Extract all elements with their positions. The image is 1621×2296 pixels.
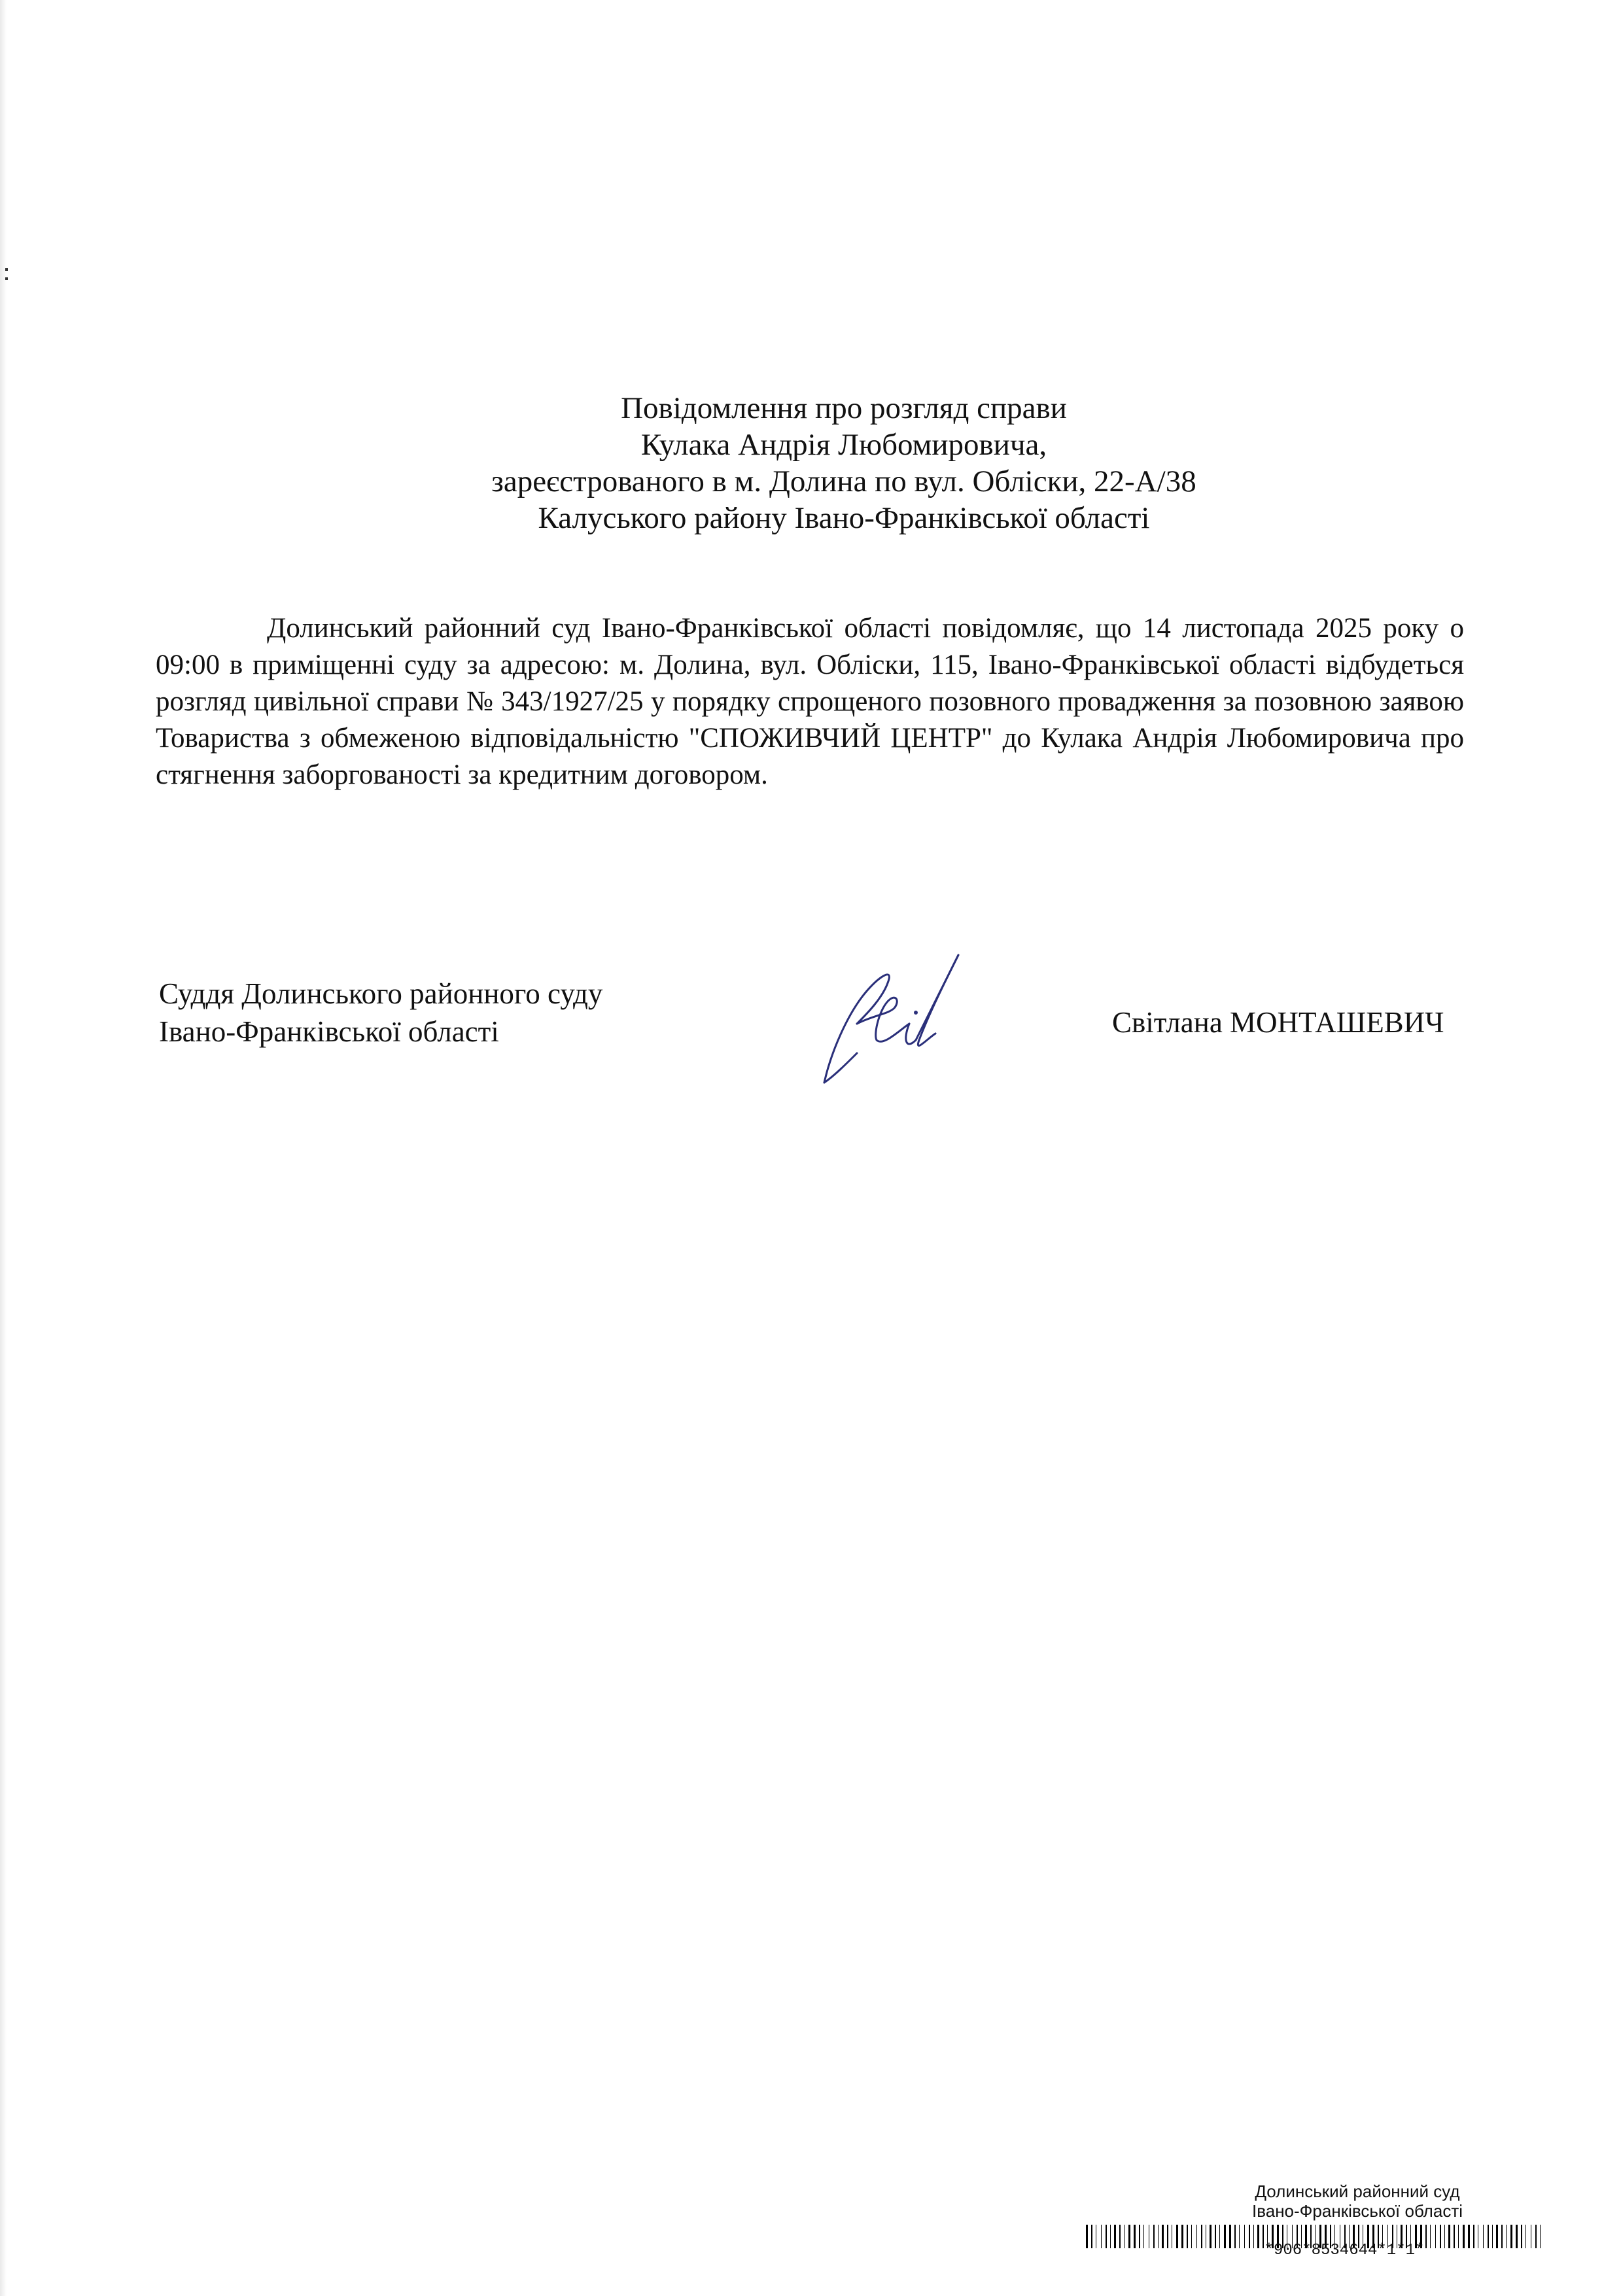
barcode-bar [1167, 2225, 1168, 2248]
barcode-bar [1506, 2225, 1507, 2248]
stamp-court-name: Долинський районний суд [1255, 2182, 1460, 2201]
barcode-bar [1086, 2225, 1088, 2248]
barcode-bar [1101, 2225, 1102, 2248]
barcode-bar [1496, 2225, 1498, 2248]
barcode-bar [1444, 2225, 1445, 2248]
barcode-number: *906*8534644*1*1* [1264, 2242, 1425, 2259]
barcode-bar [1448, 2225, 1450, 2248]
barcode-bar [1187, 2225, 1188, 2248]
barcode-bar [1181, 2225, 1183, 2248]
barcode-bar [1091, 2225, 1092, 2248]
barcode-bar [1143, 2225, 1144, 2248]
barcode-bar [1492, 2225, 1493, 2248]
judge-title-line-1: Суддя Долинського районного суду [159, 977, 603, 1010]
barcode-bar [1196, 2225, 1197, 2248]
judge-title-line-2: Івано-Франківської області [159, 1015, 499, 1048]
barcode-bar [1110, 2225, 1111, 2248]
barcode-bar [1134, 2225, 1136, 2248]
barcode-bar [1510, 2225, 1512, 2248]
barcode-bar [1219, 2225, 1220, 2248]
barcode-bar [1224, 2225, 1226, 2248]
barcode-bar [1229, 2225, 1231, 2248]
barcode-bar [1525, 2225, 1526, 2248]
barcode-bar [1535, 2225, 1537, 2248]
handwritten-signature [811, 942, 981, 1092]
barcode-bar [1468, 2225, 1470, 2248]
scan-artifact [5, 268, 9, 284]
barcode-bar [1128, 2225, 1130, 2248]
barcode-bar [1215, 2225, 1216, 2248]
notice-body-paragraph: Долинський районний суд Івано-Франківської області повідомляє, що 14 листопада 2025 року о 09:00 в приміщенні суду за адресою: м. Долина, вул. Обліски, 115, Івано-Франківської області відбудеться розгляд цивільної справи № 343/1927/25 у порядку спрощеного позовного провадження за позовною заявою Товариства з обмеженою відповідальністю "СПОЖИВЧИЙ ЦЕНТР" до Кулака Андрія Любомировича про стягнення заборгованості за кредитним договором. [156, 613, 1464, 790]
barcode-bar [1119, 2225, 1121, 2248]
barcode-bar [1483, 2225, 1484, 2248]
barcode-bar [1234, 2225, 1236, 2248]
barcode-bar [1430, 2225, 1431, 2248]
barcode-bar [1463, 2225, 1465, 2248]
barcode-bar [1488, 2225, 1489, 2248]
stamp-court-region: Івано-Франківської області [1251, 2201, 1463, 2221]
barcode-bar [1253, 2225, 1254, 2248]
barcode-bar [1501, 2225, 1503, 2248]
barcode-bar [1257, 2225, 1259, 2248]
barcode-bar [1158, 2225, 1159, 2248]
barcode-bar [1521, 2225, 1522, 2248]
barcode-bar [1458, 2225, 1459, 2248]
barcode-bar [1435, 2225, 1436, 2248]
barcode-bar [1162, 2225, 1164, 2248]
barcode-bar [1540, 2225, 1541, 2248]
judge-title [159, 975, 602, 1051]
defendant-address: зареєстрованого в м. Долина по вул. Обліски, 22-А/38 [491, 464, 1196, 498]
barcode-bar [1191, 2225, 1192, 2248]
barcode-bar [1454, 2225, 1455, 2248]
defendant-region: Калуського району Івано-Франківської області [538, 501, 1150, 535]
barcode-bar [1425, 2225, 1427, 2248]
barcode-bar [1473, 2225, 1474, 2248]
barcode-bar [1239, 2225, 1240, 2248]
barcode-bar [1106, 2225, 1107, 2248]
barcode-bar [1114, 2225, 1116, 2248]
barcode-bar [1249, 2225, 1250, 2248]
defendant-name: Кулака Андрія Любомировича, [640, 428, 1047, 462]
barcode-bar [1139, 2225, 1140, 2248]
notice-title: Повідомлення про розгляд справи [621, 391, 1067, 425]
notice-header [196, 390, 1491, 536]
barcode-bar [1244, 2225, 1245, 2248]
judge-name: Світлана МОНТАШЕВИЧ [1112, 1006, 1444, 1039]
scan-edge-shadow [0, 0, 7, 2296]
barcode-bar [1201, 2225, 1202, 2248]
barcode-bar [1263, 2225, 1264, 2248]
court-registration-stamp [1086, 2182, 1563, 2259]
barcode-bar [1176, 2225, 1178, 2248]
barcode-bar [1210, 2225, 1211, 2248]
barcode-bar [1153, 2225, 1155, 2248]
barcode-bar [1516, 2225, 1518, 2248]
barcode-bar [1440, 2225, 1441, 2248]
